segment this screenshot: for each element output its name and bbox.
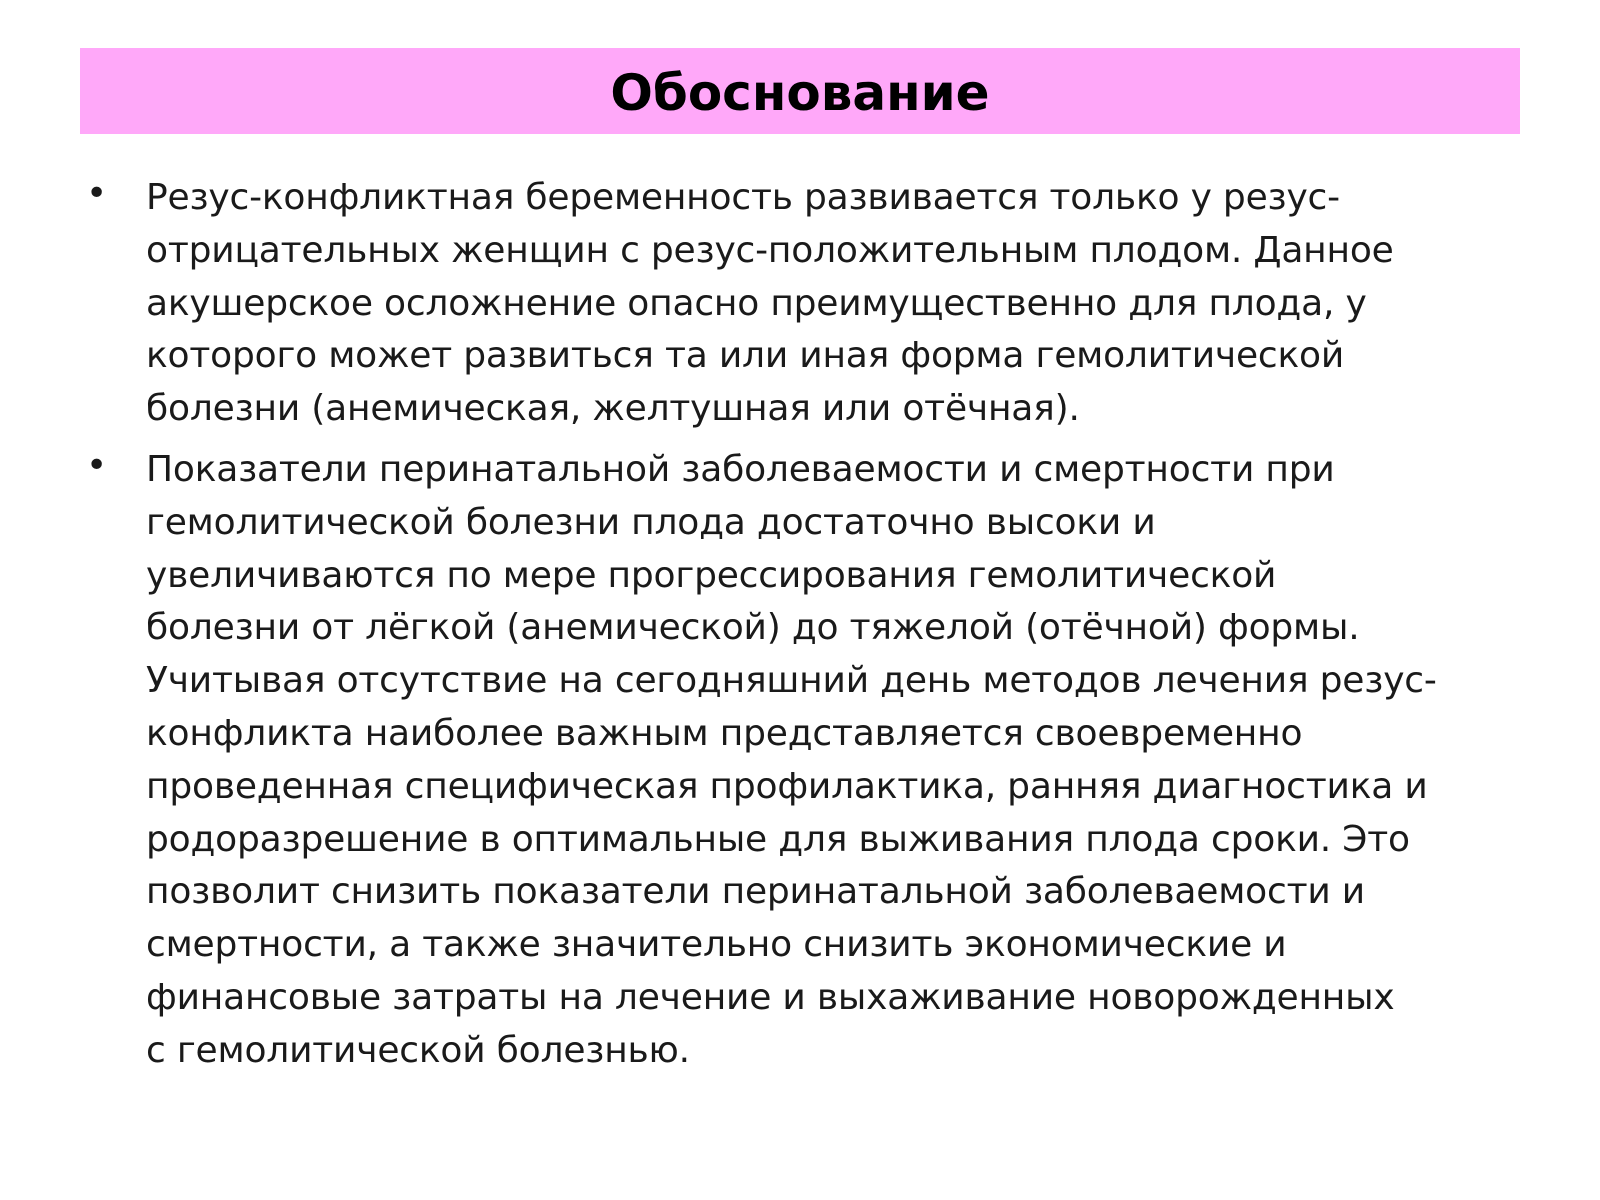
- text-line: болезни (анемическая, желтушная или отёчная).: [146, 388, 1080, 430]
- bullet-icon: •: [86, 173, 108, 214]
- text-line: которого может развиться та или иная форма гемолитической: [146, 335, 1345, 377]
- text-line: с гемолитической болезнью.: [146, 1029, 690, 1071]
- text-line: увеличиваются по мере прогрессирования гемолитической: [146, 554, 1277, 596]
- bullet-icon: •: [86, 444, 108, 486]
- text-line: проведенная специфическая профилактика, ранняя диагностика и: [146, 765, 1428, 807]
- text-line: финансовые затраты на лечение и выхаживание новорожденных: [146, 976, 1395, 1018]
- text-line: позволит снизить показатели перинатальной заболеваемости и: [146, 871, 1365, 913]
- text-line: конфликта наиболее важным представляется своевременно: [146, 712, 1303, 754]
- text-line: акушерское осложнение опасно преимущественно для плода, у: [146, 282, 1367, 324]
- title-bar: [80, 48, 1520, 134]
- text-line: Показатели перинатальной заболеваемости и смертности при: [146, 448, 1335, 490]
- text-line: Учитывая отсутствие на сегодняшний день методов лечения резус-: [146, 660, 1437, 702]
- text-line: смертности, а также значительно снизить экономические и: [146, 924, 1287, 966]
- text-line: отрицательных женщин с резус-положительным плодом. Данное: [146, 229, 1394, 271]
- bullet-list: [86, 172, 1566, 1086]
- text-line: родоразрешение в оптимальные для выживания плода сроки. Это: [146, 818, 1410, 860]
- text-line: Резус-конфликтная беременность развивается только у резус-: [146, 177, 1340, 218]
- text-line: болезни от лёгкой (анемической) до тяжелой (отёчной) формы.: [146, 607, 1360, 649]
- bullet-item-2: [86, 444, 1566, 1078]
- text-line: гемолитической болезни плода достаточно высоки и: [146, 501, 1156, 543]
- slide-title: Обоснование: [610, 64, 990, 122]
- bullet-item-1: [86, 172, 1566, 436]
